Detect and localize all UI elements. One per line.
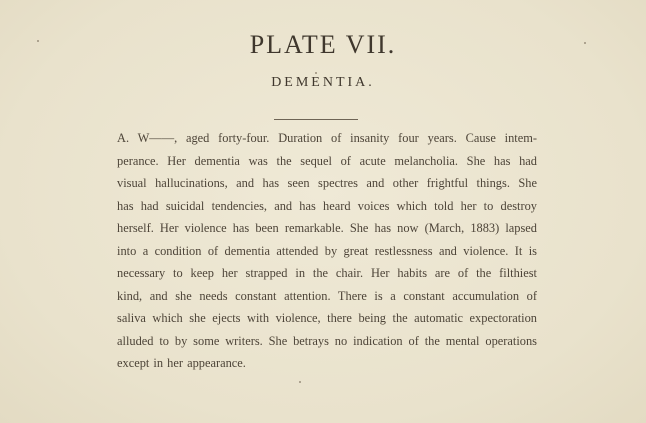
paragraph-line: except in her appearance. xyxy=(117,356,246,370)
plate-subtitle: DEMENTIA. xyxy=(271,75,375,90)
paragraph-line: into a condition of dementia attended by great restlessness and violence. It is xyxy=(117,243,537,258)
paragraph-line: kind, and she needs constant attention. There is a constant accumulation of xyxy=(117,288,537,303)
title-divider xyxy=(274,119,358,120)
paragraph-line: perance. Her dementia was the sequel of acute melancholia. She has had xyxy=(117,153,537,168)
paragraph-line: has had suicidal tendencies, and has heard voices which told her to destroy xyxy=(117,198,537,213)
paper-speck xyxy=(584,42,586,44)
paragraph-line: visual hallucinations, and has seen spectres and other frightful things. She xyxy=(117,176,537,190)
paper-speck xyxy=(299,381,301,383)
paragraph-line: alluded to by some writers. She betrays no indication of the mental operations xyxy=(117,333,537,348)
paragraph-line: A. W——, aged forty-four. Duration of insanity four years. Cause intem- xyxy=(117,131,537,145)
paper-speck xyxy=(37,40,39,42)
case-description xyxy=(117,127,537,375)
paper-speck xyxy=(315,72,317,74)
paragraph-line: necessary to keep her strapped in the chair. Her habits are of the filthiest xyxy=(117,266,537,280)
paragraph-line: herself. Her violence has been remarkable. She has now (March, 1883) lapsed xyxy=(117,221,537,235)
paragraph-line: saliva which she ejects with violence, there being the automatic expectoration xyxy=(117,311,537,325)
plate-title: PLATE VII. xyxy=(249,30,397,59)
